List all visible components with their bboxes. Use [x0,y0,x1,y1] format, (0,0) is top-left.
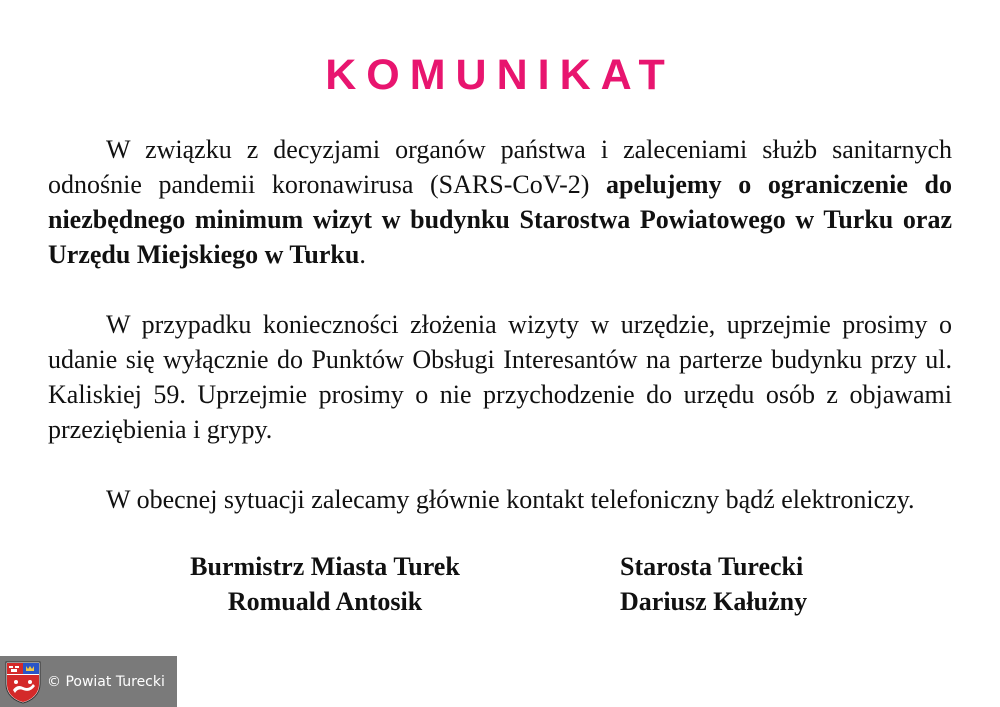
signature-starost-name: Dariusz Kałużny [620,587,808,616]
credit-text: © Powiat Turecki [47,673,165,690]
paragraph-1-appeal: apelujemy o ograniczenie do niezbędnego minimum wizyt w budynku Starostwa Powiatowego w Turku oraz Urzędu Miejskiego w Turku [48,170,952,269]
signature-mayor [165,549,485,619]
signature-mayor-role: Burmistrz Miasta Turek [190,552,460,581]
paragraph-3: W obecnej sytuacji zalecamy głównie kontakt telefoniczny bądź elektroniczy. [106,485,915,514]
page-title: KOMUNIKAT [325,51,675,99]
credit-bar [0,656,177,707]
paragraph-2: W przypadku konieczności złożenia wizyty w urzędzie, uprzejmie prosimy o udanie się wyłącznie do Punktów Obsługi Interesantów na parterze budynku przy ul. Kaliskiej 59. Uprzejmie prosimy o nie przychodzenie do urzędu osób z objawami przeziębienia i grypy. [48,310,952,444]
signature-starost-role: Starosta Turecki [620,552,804,581]
announcement-body [48,132,952,517]
coat-of-arms-icon [4,660,42,704]
paragraph-1-end: . [359,240,366,269]
signature-mayor-name: Romuald Antosik [227,587,423,616]
signature-starost [620,549,880,619]
paragraph-1 [48,132,952,272]
paragraph-1-text: W związku z decyzjami organów państwa i zaleceniami służb sanitarnych odnośnie pandemii koronawirusa (SARS-CoV-2) [48,135,952,199]
